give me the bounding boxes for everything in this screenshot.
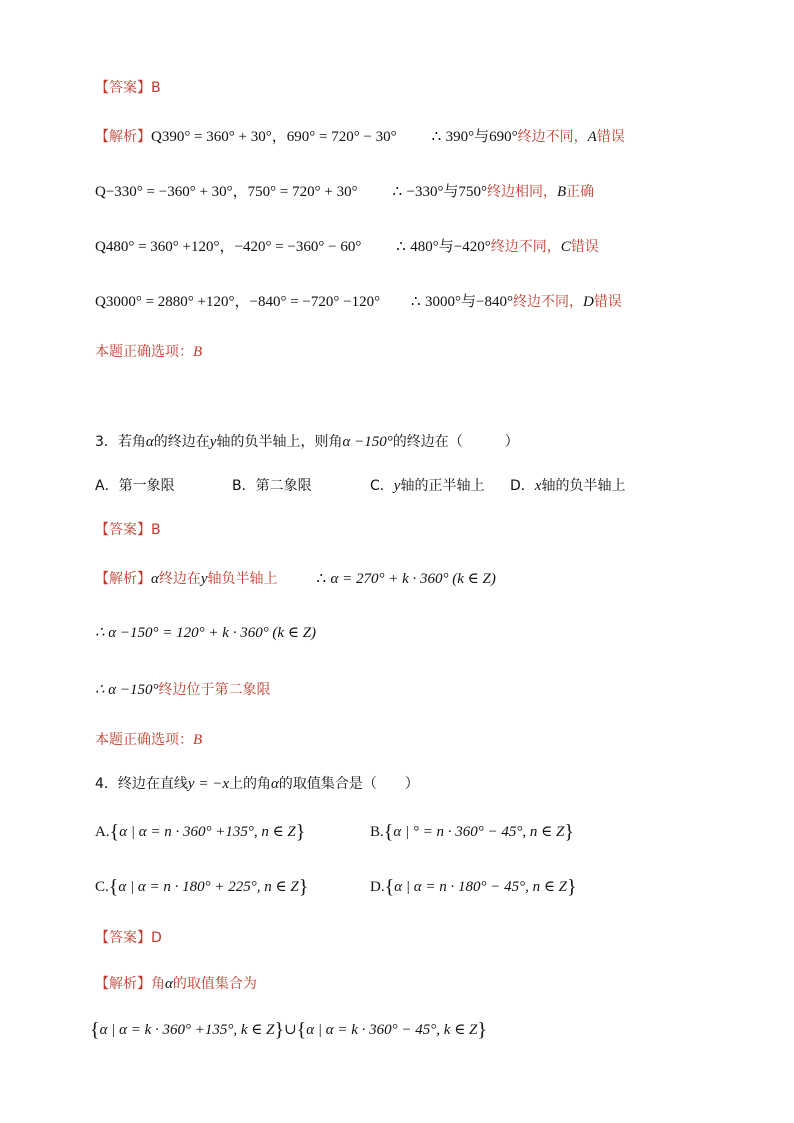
- conclusion-text: 终边不同，: [512, 294, 583, 310]
- analysis-tag: 【解析】: [95, 976, 151, 992]
- alpha-symbol: α: [145, 434, 154, 450]
- because-symbol: Q: [95, 184, 106, 200]
- analysis-line-4: [95, 292, 622, 312]
- analysis-line-1: [95, 127, 625, 147]
- answer-tag: 【答案】: [95, 80, 151, 96]
- expression: ∴ α −150°: [95, 682, 159, 698]
- therefore-symbol: ∴: [392, 184, 403, 200]
- question-text: 的终边在（ ）: [392, 434, 519, 450]
- answer-line-q4: [95, 928, 162, 948]
- because-symbol: Q: [95, 294, 106, 310]
- final-label: 本题正确选项：: [95, 344, 193, 360]
- option-d: D.{α | α = n · 180° − 45°, n ∈ Z}: [370, 876, 577, 898]
- analysis-text: 终边在: [158, 571, 201, 587]
- option-a: A.{α | α = n · 360° +135°, n ∈ Z}: [95, 821, 306, 843]
- option-c: [370, 476, 484, 496]
- question-text: 若角: [117, 434, 146, 450]
- option-label: D.: [370, 879, 385, 895]
- question-text: 的取值集合是（ ）: [278, 776, 419, 792]
- question-text: 的终边在: [153, 434, 210, 450]
- alpha-symbol: α: [165, 976, 173, 992]
- alpha-symbol: α: [151, 571, 159, 587]
- option-label: B.: [370, 824, 384, 840]
- verdict: 错误: [570, 239, 599, 255]
- therefore-symbol: ∴: [396, 239, 406, 255]
- option-label: B．: [232, 478, 256, 494]
- option-label: C．: [370, 478, 394, 494]
- option-c: C.{α | α = n · 180° + 225°, n ∈ Z}: [95, 876, 309, 898]
- y-variable: y: [209, 434, 217, 450]
- equation: 480° = 360° +120°，−420° = −360° − 60°: [105, 239, 362, 255]
- option-a: [95, 476, 175, 496]
- analysis-line-2: [95, 182, 594, 202]
- equation: α = 270° + k · 360° (k ∈ Z): [330, 571, 496, 587]
- option-set: α | α = n · 180° − 45°, n ∈ Z: [394, 879, 568, 895]
- analysis-text: 轴负半轴上: [207, 571, 278, 587]
- question-number: 3．: [95, 434, 118, 450]
- because-symbol: Q: [95, 239, 106, 255]
- option-set: α | α = n · 360° +135°, n ∈ Z: [119, 824, 296, 840]
- analysis-line-3: [95, 237, 599, 257]
- conclusion-math: 390°与690°: [445, 129, 518, 145]
- question-3: [95, 432, 519, 452]
- y-variable: y: [200, 571, 208, 587]
- because-symbol: Q: [151, 129, 162, 145]
- conclusion-text: 终边相同，: [486, 184, 557, 200]
- analysis-text: 终边位于第二象限: [158, 682, 271, 698]
- answer-value: B: [151, 522, 161, 538]
- question-text: 上的角: [228, 776, 271, 792]
- analysis-tag: 【解析】: [95, 571, 151, 587]
- option-text: 第二象限: [255, 478, 312, 494]
- final-answer-line: [95, 342, 202, 362]
- answer-tag: 【答案】: [95, 930, 151, 946]
- option-label: D．: [510, 478, 535, 494]
- therefore-symbol: ∴: [431, 129, 442, 145]
- answer-tag: 【答案】: [95, 522, 151, 538]
- line-equation: y = −x: [187, 776, 229, 792]
- option-var: y: [393, 478, 401, 494]
- option-set: α | α = n · 180° + 225°, n ∈ Z: [118, 879, 299, 895]
- q3-analysis-line-2: [95, 623, 316, 643]
- final-option: B: [193, 732, 203, 748]
- option-label: C.: [95, 879, 109, 895]
- question-number: 4．: [95, 776, 118, 792]
- conclusion-math: 480°与−420°: [410, 239, 491, 255]
- union-left-set: α | α = k · 360° +135°, k ∈ Z: [99, 1022, 275, 1038]
- option-letter: A: [587, 129, 597, 145]
- option-letter: B: [556, 184, 567, 200]
- final-option: B: [193, 344, 203, 360]
- final-label: 本题正确选项：: [95, 732, 193, 748]
- q3-analysis-line-1: [95, 569, 496, 589]
- option-letter: C: [560, 239, 571, 255]
- verdict: 正确: [566, 184, 595, 200]
- answer-line-q3: [95, 520, 161, 540]
- equation: 390° = 360° + 30°，690° = 720° − 30°: [161, 129, 397, 145]
- option-letter: D: [582, 294, 594, 310]
- option-label: A.: [95, 824, 110, 840]
- analysis-text: 角: [151, 976, 165, 992]
- conclusion-math: 3000°与−840°: [425, 294, 513, 310]
- answer-line-q2: [95, 78, 161, 98]
- option-text: 轴的负半轴上: [541, 478, 626, 494]
- conclusion-text: 终边不同，: [517, 129, 588, 145]
- equation: 3000° = 2880° +120°，−840° = −720° −120°: [105, 294, 381, 310]
- question-4: [95, 774, 419, 794]
- union-operator: ∪: [284, 1022, 297, 1038]
- question-text: 轴的负半轴上，则角: [216, 434, 343, 450]
- conclusion-text: 终边不同，: [490, 239, 561, 255]
- union-right-set: α | α = k · 360° − 45°, k ∈ Z: [306, 1022, 478, 1038]
- option-b: [232, 476, 312, 496]
- q3-analysis-line-3: [95, 680, 271, 700]
- answer-value: B: [151, 80, 161, 96]
- analysis-text: 的取值集合为: [172, 976, 257, 992]
- option-text: 第一象限: [118, 478, 175, 494]
- conclusion-math: −330°与750°: [406, 184, 487, 200]
- verdict: 错误: [596, 129, 625, 145]
- analysis-tag: 【解析】: [95, 129, 151, 145]
- option-set: α | ° = n · 360° − 45°, n ∈ Z: [393, 824, 565, 840]
- alpha-symbol: α: [270, 776, 279, 792]
- option-var: x: [534, 478, 542, 494]
- q4-union-line: {α | α = k · 360° +135°, k ∈ Z}∪{α | α = k · 360° − 45°, k ∈ Z}: [90, 1019, 488, 1041]
- equation: ∴ α −150° = 120° + k · 360° (k ∈ Z): [95, 625, 317, 641]
- q4-analysis-line-1: [95, 974, 257, 994]
- option-d: [510, 476, 625, 496]
- option-label: A．: [95, 478, 119, 494]
- equation: −330° = −360° + 30°，750° = 720° + 30°: [105, 184, 358, 200]
- therefore-symbol: ∴: [316, 571, 326, 587]
- therefore-symbol: ∴: [411, 294, 421, 310]
- option-b: B.{α | ° = n · 360° − 45°, n ∈ Z}: [370, 821, 574, 843]
- answer-value: D: [151, 930, 162, 946]
- option-text: 轴的正半轴上: [400, 478, 485, 494]
- verdict: 错误: [593, 294, 622, 310]
- expression: α −150°: [342, 434, 393, 450]
- q3-final-line: [95, 730, 202, 750]
- question-text: 终边在直线: [117, 776, 188, 792]
